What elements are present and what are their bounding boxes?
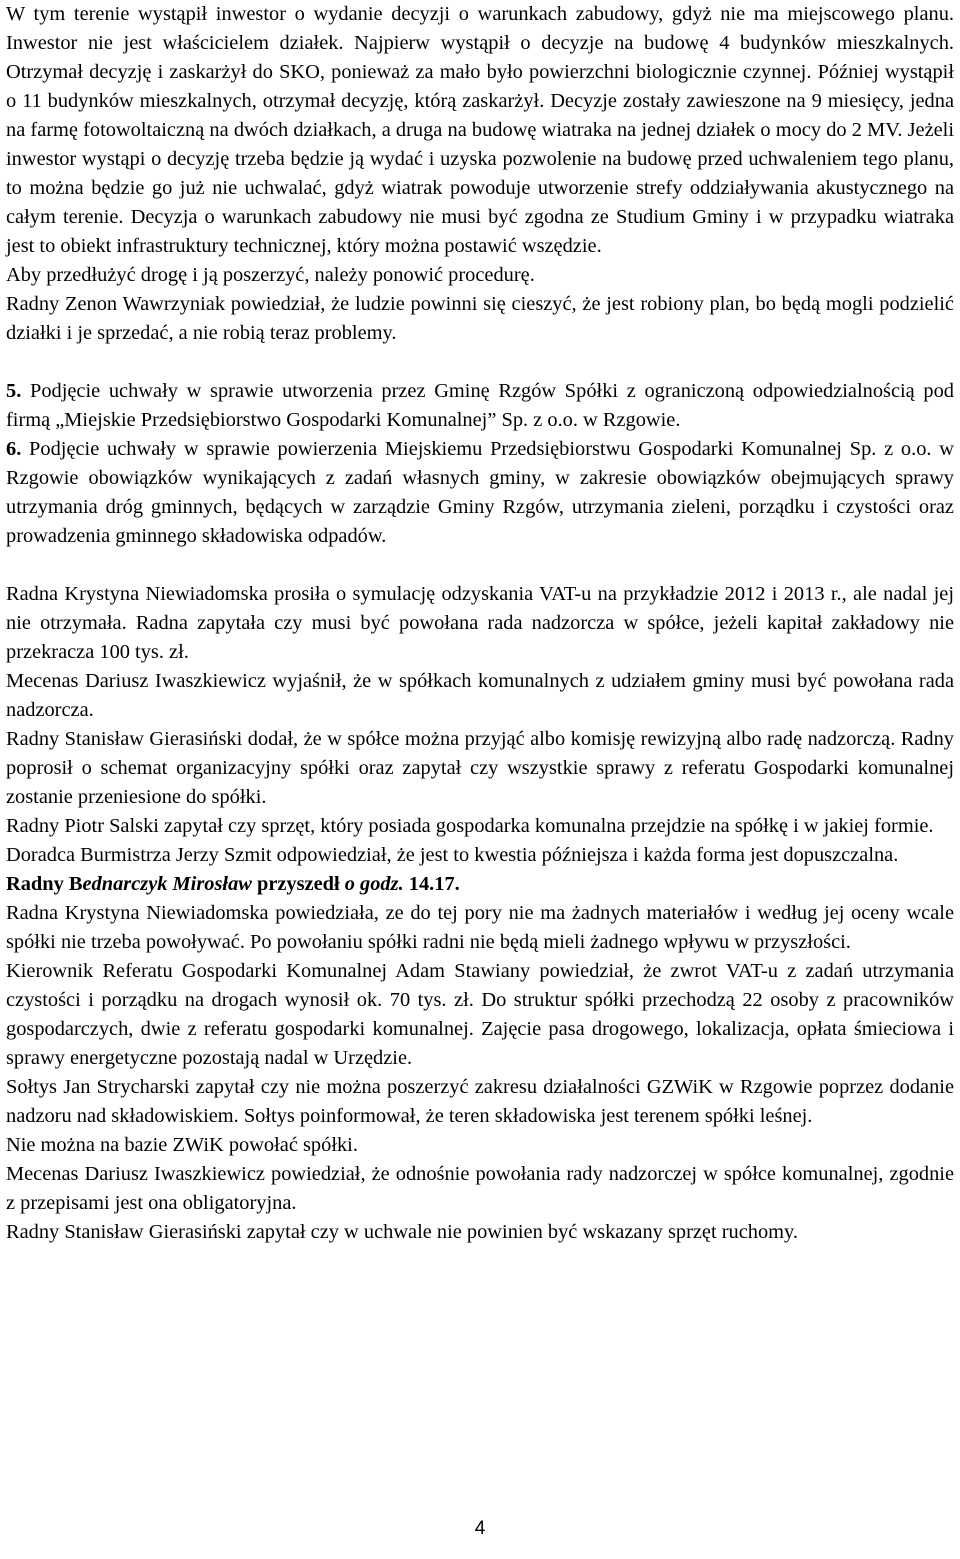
agenda-item-5-text: Podjęcie uchwały w sprawie utworzenia przez Gminę Rzgów Spółki z ograniczoną odpowiedzialnością pod firmą „Miejskie Przedsiębiorstwo Gospodarki Komunalnej” Sp. z o.o. w Rzgowie. [6,380,954,431]
arrival-note-part3: przyszedł [251,873,345,895]
agenda-item-6-text: Podjęcie uchwały w sprawie powierzenia Miejskiemu Przedsiębiorstwu Gospodarki Komunalnej Sp. z o.o. w Rzgowie obowiązków wynikających z zadań własnych gminy, w zakresie obowiązków obejmujących sprawy utrzymania dróg gminnych, będących w zarządzie Gminy Rzgów, utrzymania zieleni, porządku i czystości oraz prowadzenia gminnego składowiska odpadów. [6,438,954,547]
paragraph-zoning-decision: W tym terenie wystąpił inwestor o wydanie decyzji o warunkach zabudowy, gdyż nie ma miejscowego planu. Inwestor nie jest właścicielem działek. Najpierw wystąpił o decyzje na budowę 4 budynków mieszkalnych. Otrzymał decyzję i zaskarżył do SKO, ponieważ za mało było powierzchni biologicznie czynnej. Później wystąpił o 11 budynków mieszkalnych, otrzymał decyzję, którą zaskarżył. Decyzje zostały zawieszone na 9 miesięcy, jedna na farmę fotowoltaiczną na dwóch działkach, a druga na budowę wiatraka na jednej działek o mocy do 2 MV. Jeżeli inwestor wystąpi o decyzję trzeba będzie ją wydać i uzyska pozwolenie na budowę przed uchwaleniem tego planu, to można będzie go już nie uchwalać, gdyż wiatrak powoduje utworzenie strefy oddziaływania akustycznego na całym terenie. Decyzja o warunkach zabudowy nie musi być zgodna ze Studium Gminy i w przypadku wiatraka jest to obiekt infrastruktury technicznej, który można postawić wszędzie. [6,3,954,257]
paragraph-wawrzyniak: Radny Zenon Wawrzyniak powiedział, że ludzie powinni się cieszyć, że jest robiony plan, bo będą mogli podzielić działki i je sprzedać, a nie robią teraz problemy. [6,293,954,344]
spacer [6,551,954,580]
agenda-item-5-number: 5. [6,380,22,402]
paragraph-szmit-answer: Doradca Burmistrza Jerzy Szmit odpowiedział, że jest to kwestia późniejsza i każda forma jest dopuszczalna. [6,844,899,866]
paragraph-niewiadomska-vat: Radna Krystyna Niewiadomska prosiła o symulację odzyskania VAT-u na przykładzie 2012 i 2013 r., ale nadal jej nie otrzymała. Radna zapytała czy musi być powołana rada nadzorcza w spółce, jeżeli kapitał zakładowy nie przekracza 100 tys. zł. [6,583,954,663]
document-page [6,0,954,1247]
paragraph-road-extension: Aby przedłużyć drogę i ją poszerzyć, należy ponowić procedurę. [6,264,535,286]
arrival-note-part5: 14.17. [403,873,460,895]
paragraph-salski-equipment: Radny Piotr Salski zapytał czy sprzęt, który posiada gospodarka komunalna przejdzie na spółkę i w jakiej formie. [6,815,934,837]
paragraph-gierasinski-equipment: Radny Stanisław Gierasiński zapytał czy w uchwale nie powinien być wskazany sprzęt ruchomy. [6,1221,798,1243]
paragraph-stawiany-vat: Kierownik Referatu Gospodarki Komunalnej Adam Stawiany powiedział, że zwrot VAT-u z zadań utrzymania czystości i porządku na drogach wynosił ok. 70 tys. zł. Do struktur spółki przechodzą 22 osoby z pracowników gospodarczych, dwie z referatu gospodarki komunalnej. Zajęcie pasa drogowego, lokalizacja, opłata śmieciowa i sprawy energetyczne pozostają nadal w Urzędzie. [6,960,954,1069]
paragraph-iwaszkiewicz-board: Mecenas Dariusz Iwaszkiewicz wyjaśnił, że w spółkach komunalnych z udziałem gminy musi być powołana rada nadzorcza. [6,670,954,721]
arrival-note-part1: Radny B [6,873,83,895]
paragraph-gierasinski-commission: Radny Stanisław Gierasiński dodał, że w spółce można przyjąć albo komisję rewizyjną albo radę nadzorczą. Radny poprosił o schemat organizacyjny spółki oraz zapytał czy wszystkie sprawy z referatu Gospodarki komunalnej zostanie przeniesione do spółki. [6,728,954,808]
paragraph-niewiadomska-materials: Radna Krystyna Niewiadomska powiedziała, ze do tej pory nie ma żadnych materiałów i według jej oceny wcale spółki nie trzeba powoływać. Po powołaniu spółki radni nie będą mieli żadnego wpływu w przyszłości. [6,902,954,953]
arrival-note [6,870,954,899]
paragraph-zwik-note: Nie można na bazie ZWiK powołać spółki. [6,1134,358,1156]
page-number: 4 [474,1518,486,1539]
agenda-item-6-number: 6. [6,438,22,460]
spacer [6,348,954,377]
agenda-item-5 [6,377,954,435]
agenda-item-6 [6,435,954,551]
paragraph-iwaszkiewicz-obligatory: Mecenas Dariusz Iwaszkiewicz powiedział, że odnośnie powołania rady nadzorczej w spółce komunalnej, zgodnie z przepisami jest ona obligatoryjna. [6,1163,954,1214]
paragraph-strycharski-gzwik: Sołtys Jan Strycharski zapytał czy nie można poszerzyć zakresu działalności GZWiK w Rzgowie poprzez dodanie nadzoru nad składowiskiem. Sołtys poinformował, że teren składowiska jest terenem spółki leśnej. [6,1076,954,1127]
arrival-note-part4: o godz. [344,873,404,895]
arrival-note-part2: ednarczyk Mirosław [82,873,252,895]
